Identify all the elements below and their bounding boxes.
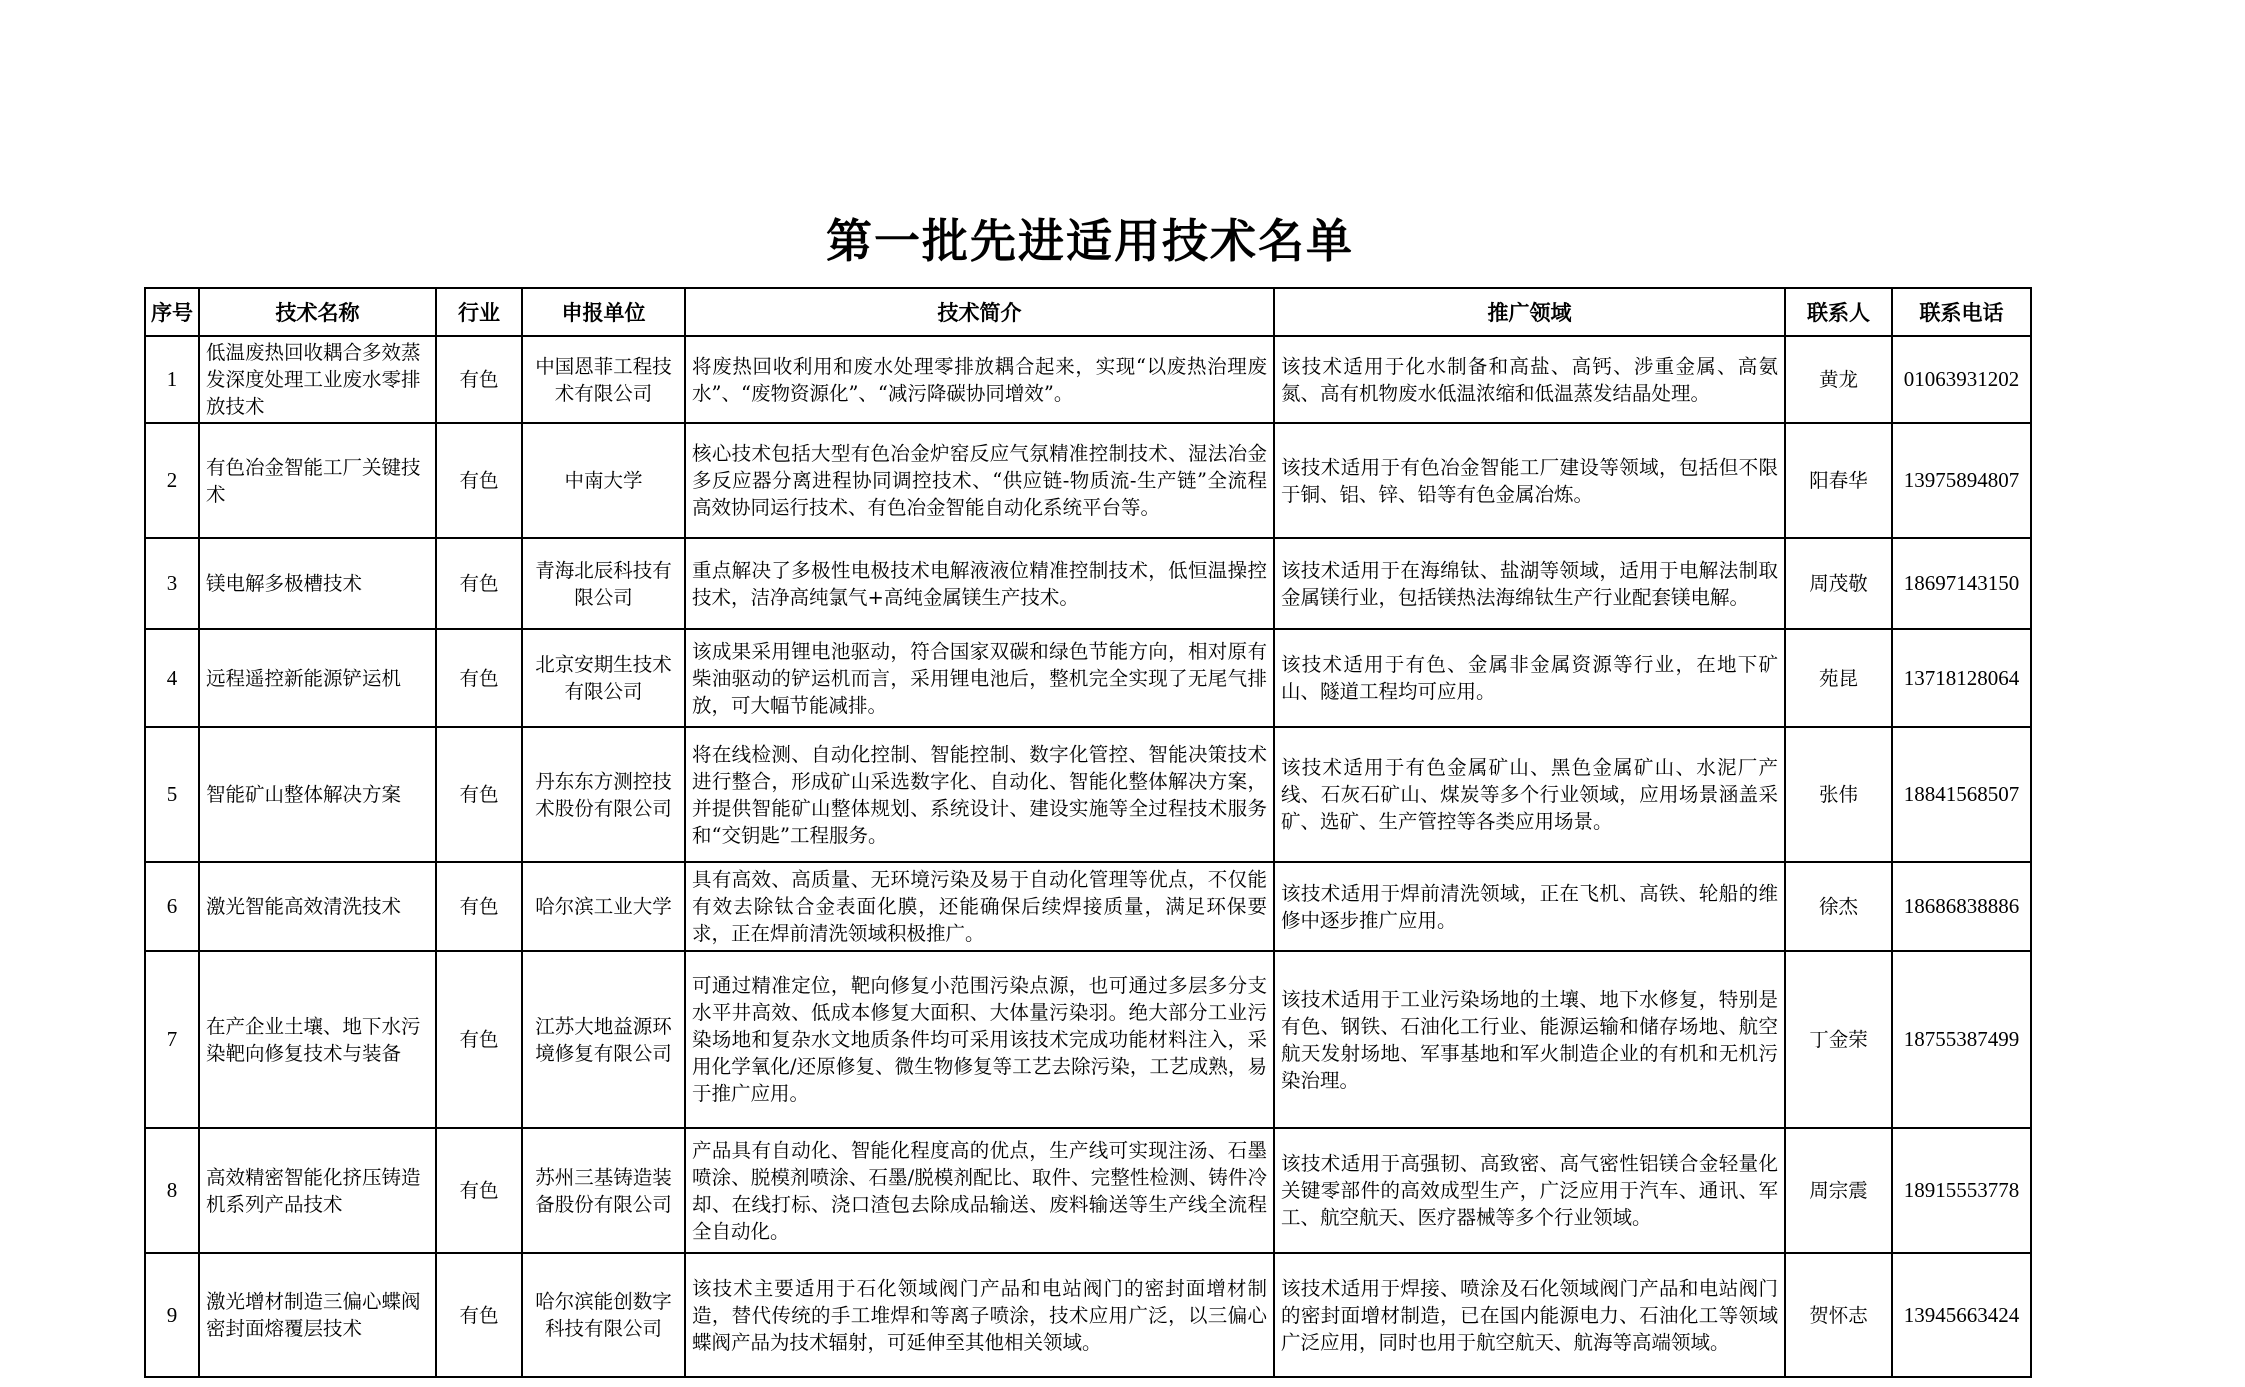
cell-contact: 周宗震 (1785, 1128, 1892, 1253)
cell-intro: 具有高效、高质量、无环境污染及易于自动化管理等优点，不仅能有效去除钛合金表面化膜，还能确保后续焊接质量，满足环保要求，正在焊前清洗领域积极推广。 (685, 862, 1274, 951)
cell-contact: 张伟 (1785, 727, 1892, 862)
cell-unit: 丹东东方测控技术股份有限公司 (522, 727, 685, 862)
table-row (145, 1253, 2031, 1377)
cell-scope: 该技术适用于有色金属矿山、黑色金属矿山、水泥厂产线、石灰石矿山、煤炭等多个行业领域，应用场景涵盖采矿、选矿、生产管控等各类应用场景。 (1274, 727, 1785, 862)
cell-unit: 青海北辰科技有限公司 (522, 538, 685, 629)
table-row (145, 629, 2031, 727)
cell-contact: 苑昆 (1785, 629, 1892, 727)
cell-unit: 江苏大地益源环境修复有限公司 (522, 951, 685, 1128)
cell-phone: 18755387499 (1892, 951, 2031, 1128)
cell-phone: 18697143150 (1892, 538, 2031, 629)
cell-name: 激光智能高效清洗技术 (199, 862, 436, 951)
header-name: 技术名称 (199, 288, 436, 336)
cell-phone: 13945663424 (1892, 1253, 2031, 1377)
cell-intro: 将废热回收利用和废水处理零排放耦合起来，实现“以废热治理废水”、“废物资源化”、“减污降碳协同增效”。 (685, 336, 1274, 423)
header-unit: 申报单位 (522, 288, 685, 336)
cell-scope: 该技术适用于在海绵钛、盐湖等领域，适用于电解法制取金属镁行业，包括镁热法海绵钛生产行业配套镁电解。 (1274, 538, 1785, 629)
cell-industry: 有色 (436, 423, 522, 538)
cell-intro: 该技术主要适用于石化领域阀门产品和电站阀门的密封面增材制造，替代传统的手工堆焊和等离子喷涂，技术应用广泛，以三偏心蝶阀产品为技术辐射，可延伸至其他相关领域。 (685, 1253, 1274, 1377)
cell-scope: 该技术适用于工业污染场地的土壤、地下水修复，特别是有色、钢铁、石油化工行业、能源运输和储存场地、航空航天发射场地、军事基地和军火制造企业的有机和无机污染治理。 (1274, 951, 1785, 1128)
cell-contact: 阳春华 (1785, 423, 1892, 538)
header-industry: 行业 (436, 288, 522, 336)
table-row (145, 862, 2031, 951)
cell-unit: 北京安期生技术有限公司 (522, 629, 685, 727)
cell-phone: 13718128064 (1892, 629, 2031, 727)
cell-index: 1 (145, 336, 199, 423)
cell-industry: 有色 (436, 951, 522, 1128)
cell-name: 智能矿山整体解决方案 (199, 727, 436, 862)
header-contact: 联系人 (1785, 288, 1892, 336)
cell-industry: 有色 (436, 727, 522, 862)
cell-scope: 该技术适用于化水制备和高盐、高钙、涉重金属、高氨氮、高有机物废水低温浓缩和低温蒸发结晶处理。 (1274, 336, 1785, 423)
cell-industry: 有色 (436, 336, 522, 423)
cell-intro: 可通过精准定位，靶向修复小范围污染点源，也可通过多层多分支水平井高效、低成本修复大面积、大体量污染羽。绝大部分工业污染场地和复杂水文地质条件均可采用该技术完成功能材料注入，采用化学氧化/还原修复、微生物修复等工艺去除污染，工艺成熟，易于推广应用。 (685, 951, 1274, 1128)
header-index: 序号 (145, 288, 199, 336)
cell-index: 2 (145, 423, 199, 538)
cell-unit: 中南大学 (522, 423, 685, 538)
table-header-row (145, 288, 2031, 336)
cell-industry: 有色 (436, 538, 522, 629)
table-row (145, 727, 2031, 862)
table-row (145, 1128, 2031, 1253)
cell-name: 在产企业土壤、地下水污染靶向修复技术与装备 (199, 951, 436, 1128)
cell-index: 7 (145, 951, 199, 1128)
cell-contact: 贺怀志 (1785, 1253, 1892, 1377)
cell-index: 5 (145, 727, 199, 862)
cell-index: 4 (145, 629, 199, 727)
cell-name: 高效精密智能化挤压铸造机系列产品技术 (199, 1128, 436, 1253)
cell-unit: 中国恩菲工程技术有限公司 (522, 336, 685, 423)
cell-scope: 该技术适用于焊接、喷涂及石化领域阀门产品和电站阀门的密封面增材制造，已在国内能源电力、石油化工等领域广泛应用，同时也用于航空航天、航海等高端领域。 (1274, 1253, 1785, 1377)
cell-phone: 18915553778 (1892, 1128, 2031, 1253)
cell-industry: 有色 (436, 1128, 522, 1253)
cell-intro: 核心技术包括大型有色冶金炉窑反应气氛精准控制技术、湿法冶金多反应器分离进程协同调控技术、“供应链-物质流-生产链”全流程高效协同运行技术、有色冶金智能自动化系统平台等。 (685, 423, 1274, 538)
technology-list-table (144, 287, 2032, 1378)
cell-contact: 徐杰 (1785, 862, 1892, 951)
cell-scope: 该技术适用于有色、金属非金属资源等行业，在地下矿山、隧道工程均可应用。 (1274, 629, 1785, 727)
cell-index: 6 (145, 862, 199, 951)
cell-industry: 有色 (436, 862, 522, 951)
header-scope: 推广领域 (1274, 288, 1785, 336)
cell-intro: 将在线检测、自动化控制、智能控制、数字化管控、智能决策技术进行整合，形成矿山采选数字化、自动化、智能化整体解决方案，并提供智能矿山整体规划、系统设计、建设实施等全过程技术服务和“交钥匙”工程服务。 (685, 727, 1274, 862)
table-row (145, 336, 2031, 423)
cell-scope: 该技术适用于高强韧、高致密、高气密性铝镁合金轻量化关键零部件的高效成型生产，广泛应用于汽车、通讯、军工、航空航天、医疗器械等多个行业领域。 (1274, 1128, 1785, 1253)
cell-phone: 13975894807 (1892, 423, 2031, 538)
cell-intro: 该成果采用锂电池驱动，符合国家双碳和绿色节能方向，相对原有柴油驱动的铲运机而言，采用锂电池后，整机完全实现了无尾气排放，可大幅节能减排。 (685, 629, 1274, 727)
cell-industry: 有色 (436, 1253, 522, 1377)
table-row (145, 951, 2031, 1128)
table-row (145, 423, 2031, 538)
cell-name: 镁电解多极槽技术 (199, 538, 436, 629)
cell-contact: 黄龙 (1785, 336, 1892, 423)
cell-contact: 丁金荣 (1785, 951, 1892, 1128)
cell-industry: 有色 (436, 629, 522, 727)
cell-unit: 苏州三基铸造装备股份有限公司 (522, 1128, 685, 1253)
cell-scope: 该技术适用于有色冶金智能工厂建设等领域，包括但不限于铜、铝、锌、铅等有色金属冶炼。 (1274, 423, 1785, 538)
cell-intro: 重点解决了多极性电极技术电解液液位精准控制技术，低恒温操控技术，洁净高纯氯气+高纯金属镁生产技术。 (685, 538, 1274, 629)
page-title: 第一批先进适用技术名单 (826, 214, 1354, 268)
cell-name: 远程遥控新能源铲运机 (199, 629, 436, 727)
cell-unit: 哈尔滨能创数字科技有限公司 (522, 1253, 685, 1377)
header-phone: 联系电话 (1892, 288, 2031, 336)
cell-name: 低温废热回收耦合多效蒸发深度处理工业废水零排放技术 (199, 336, 436, 423)
cell-phone: 18686838886 (1892, 862, 2031, 951)
cell-scope: 该技术适用于焊前清洗领域，正在飞机、高铁、轮船的维修中逐步推广应用。 (1274, 862, 1785, 951)
cell-intro: 产品具有自动化、智能化程度高的优点，生产线可实现注汤、石墨喷涂、脱模剂喷涂、石墨/脱模剂配比、取件、完整性检测、铸件冷却、在线打标、浇口渣包去除成品输送、废料输送等生产线全流程全自动化。 (685, 1128, 1274, 1253)
cell-unit: 哈尔滨工业大学 (522, 862, 685, 951)
cell-index: 8 (145, 1128, 199, 1253)
cell-index: 3 (145, 538, 199, 629)
cell-phone: 18841568507 (1892, 727, 2031, 862)
cell-index: 9 (145, 1253, 199, 1377)
header-intro: 技术简介 (685, 288, 1274, 336)
cell-contact: 周茂敬 (1785, 538, 1892, 629)
table-row (145, 538, 2031, 629)
cell-phone: 01063931202 (1892, 336, 2031, 423)
cell-name: 激光增材制造三偏心蝶阀密封面熔覆层技术 (199, 1253, 436, 1377)
cell-name: 有色冶金智能工厂关键技术 (199, 423, 436, 538)
